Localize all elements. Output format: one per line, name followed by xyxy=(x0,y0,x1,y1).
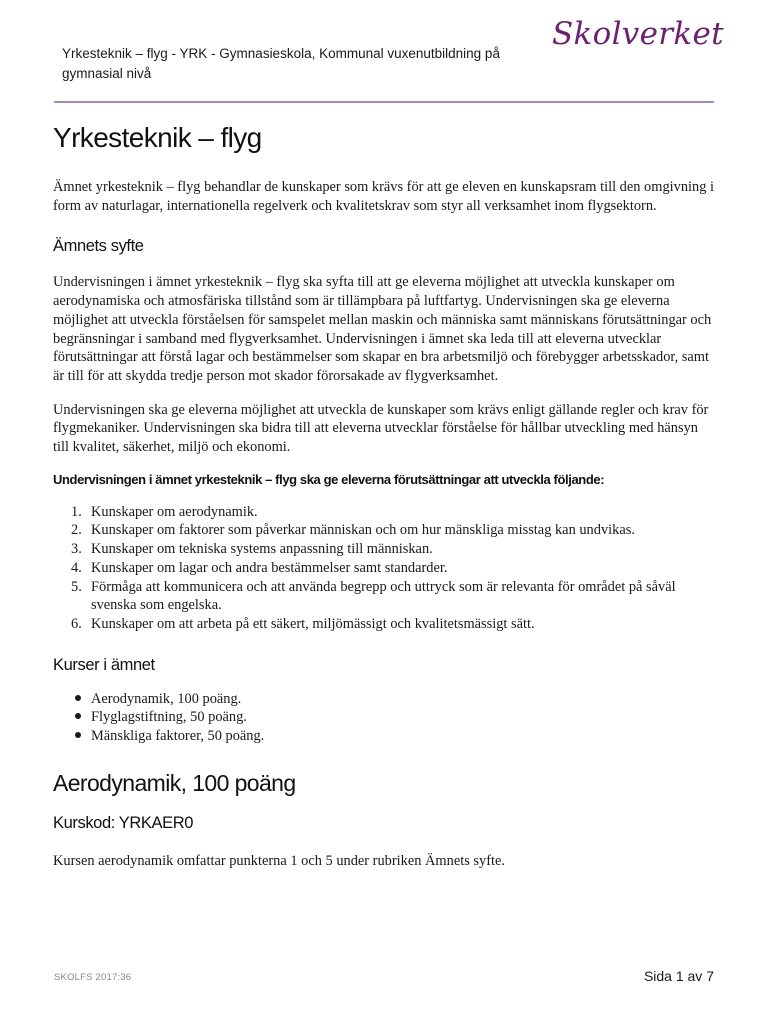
header-divider xyxy=(54,101,714,103)
course-list xyxy=(73,690,715,746)
list-item xyxy=(71,503,715,522)
list-item-text: Kunskaper om lagar och andra bestämmelser samt standarder. xyxy=(91,559,448,576)
page-title: Yrkesteknik – flyg xyxy=(53,122,262,153)
course-description: Kursen aerodynamik omfattar punkterna 1 och 5 under rubriken Ämnets syfte. xyxy=(53,852,505,869)
section-heading-syfte: Ämnets syfte xyxy=(53,237,144,256)
intro-paragraph: Ämnet yrkesteknik – flyg behandlar de kunskaper som krävs för att ge eleven en kunskapsram till den omgivning i form av naturlagar, internationella regelverk och kvalitetskrav som styr all verksamhet inom flygsektorn. xyxy=(53,179,715,214)
list-number: 3. xyxy=(71,541,82,558)
list-item-text: Kunskaper om tekniska systems anpassning till människan. xyxy=(91,541,433,558)
goals-heading: Undervisningen i ämnet yrkesteknik – flyg ska ge eleverna förutsättningar att utveckla följande: xyxy=(53,471,605,487)
document-body xyxy=(53,120,715,870)
list-number: 1. xyxy=(71,503,82,520)
skolverket-logo: Skolverket xyxy=(552,16,724,52)
list-number: 4. xyxy=(71,559,82,576)
page-number: Sida 1 av 7 xyxy=(643,968,714,984)
list-item-text: Kunskaper om faktorer som påverkar människan och om hur mänskliga misstag kan undvikas. xyxy=(91,522,635,539)
footer-reference: SKOLFS 2017:36 xyxy=(54,972,132,983)
course-title: Aerodynamik, 100 poäng xyxy=(53,769,296,796)
list-item xyxy=(71,559,715,578)
list-item xyxy=(71,615,715,634)
list-item xyxy=(71,578,715,615)
list-item: Mänskliga faktorer, 50 poäng. xyxy=(73,727,715,746)
syfte-paragraph-1: Undervisningen i ämnet yrkesteknik – flyg ska syfta till att ge eleverna möjlighet att utveckla kunskaper om aerodynamiska och atmosfäriska tillstånd som är tillämpbara på luftfartyg. Undervisningen ska ge eleverna möjlighet att utveckla förståelsen för samspelet mellan maskin och människa samt människans förutsättningar och begränsningar i samband med flygverksamhet. Undervisningen i ämnet ska leda till att eleverna utvecklar förutsättningar att förstå lagar och bestämmelser som skapar en bra arbetsmiljö och förebygger arbetsskador, samt är till för att skydda tredje person mot skador förorsakade av flygverksamhet. xyxy=(53,274,712,384)
course-code: Kurskod: YRKAER0 xyxy=(53,813,194,832)
list-item xyxy=(71,540,715,559)
goals-list xyxy=(71,503,715,634)
list-item: Aerodynamik, 100 poäng. xyxy=(73,690,715,709)
list-item-text: Kunskaper om aerodynamik. xyxy=(91,503,258,520)
list-number: 2. xyxy=(71,522,82,539)
list-item xyxy=(71,521,715,540)
list-item-text: Förmåga att kommunicera och att använda begrepp och uttryck som är relevanta för området på såväl svenska som engelska. xyxy=(91,578,676,614)
list-item: Flyglagstiftning, 50 poäng. xyxy=(73,708,715,727)
list-number: 6. xyxy=(71,615,82,632)
list-item-text: Kunskaper om att arbeta på ett säkert, miljömässigt och kvalitetsmässigt sätt. xyxy=(91,615,535,632)
list-number: 5. xyxy=(71,578,82,595)
syfte-paragraph-2: Undervisningen ska ge eleverna möjlighet att utveckla de kunskaper som krävs enligt gällande regler och krav för flygmekaniker. Undervisningen ska bidra till att eleverna utvecklar förståelse för hållbar utveckling med hänsyn till kvalitet, säkerhet, miljö och ekonomi. xyxy=(53,401,709,456)
section-heading-kurser: Kurser i ämnet xyxy=(53,655,155,674)
header-breadcrumb: Yrkesteknik – flyg - YRK - Gymnasieskola, Kommunal vuxenutbildning på gymnasial nivå xyxy=(62,46,500,81)
